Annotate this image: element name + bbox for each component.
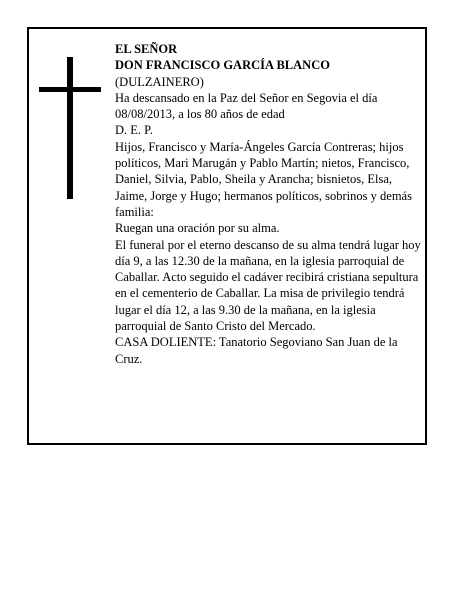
death-statement: Ha descansado en la Paz del Señor en Segovia el día 08/08/2013, a los 80 años de edad [115,90,378,122]
obituary-notice [27,27,427,445]
deceased-nickname: (DULZAINERO) [115,74,204,89]
cross-vertical-bar [67,57,73,199]
obituary-text [115,41,423,367]
family-members: Hijos, Francisco y María-Ángeles García Contreras; hijos políticos, Mari Marugán y Pablo Martín; nietos, Francisco, Daniel, Silvia, Pablo, Sheila y Arancha; bisnietos, Elsa, Jaime, Jorge y Hugo; hermanos políticos, sobrinos y demás familia: [115,139,412,219]
prayer-request: Ruegan una oración por su alma. [115,221,280,236]
latin-cross-icon [39,57,103,199]
funeral-details: El funeral por el eterno descanso de su alma tendrá lugar hoy día 9, a las 12.30 de la mañana, en la iglesia parroquial de Caballar. Acto seguido el cadáver recibirá cristiana sepultura en el cementerio de Caballar. La misa de privilegio tendrá lugar el día 12, a las 9.30 de la mañana, en la iglesia parroquial de Santo Cristo del Mercado. [115,237,421,334]
mourning-house: CASA DOLIENTE: Tanatorio Segoviano San Juan de la Cruz. [115,335,398,366]
cross-horizontal-bar [39,87,101,92]
deceased-name: DON FRANCISCO GARCÍA BLANCO [115,58,330,73]
rip-text: D. E. P. [115,123,153,138]
title-line-1: EL SEÑOR [115,42,178,56]
